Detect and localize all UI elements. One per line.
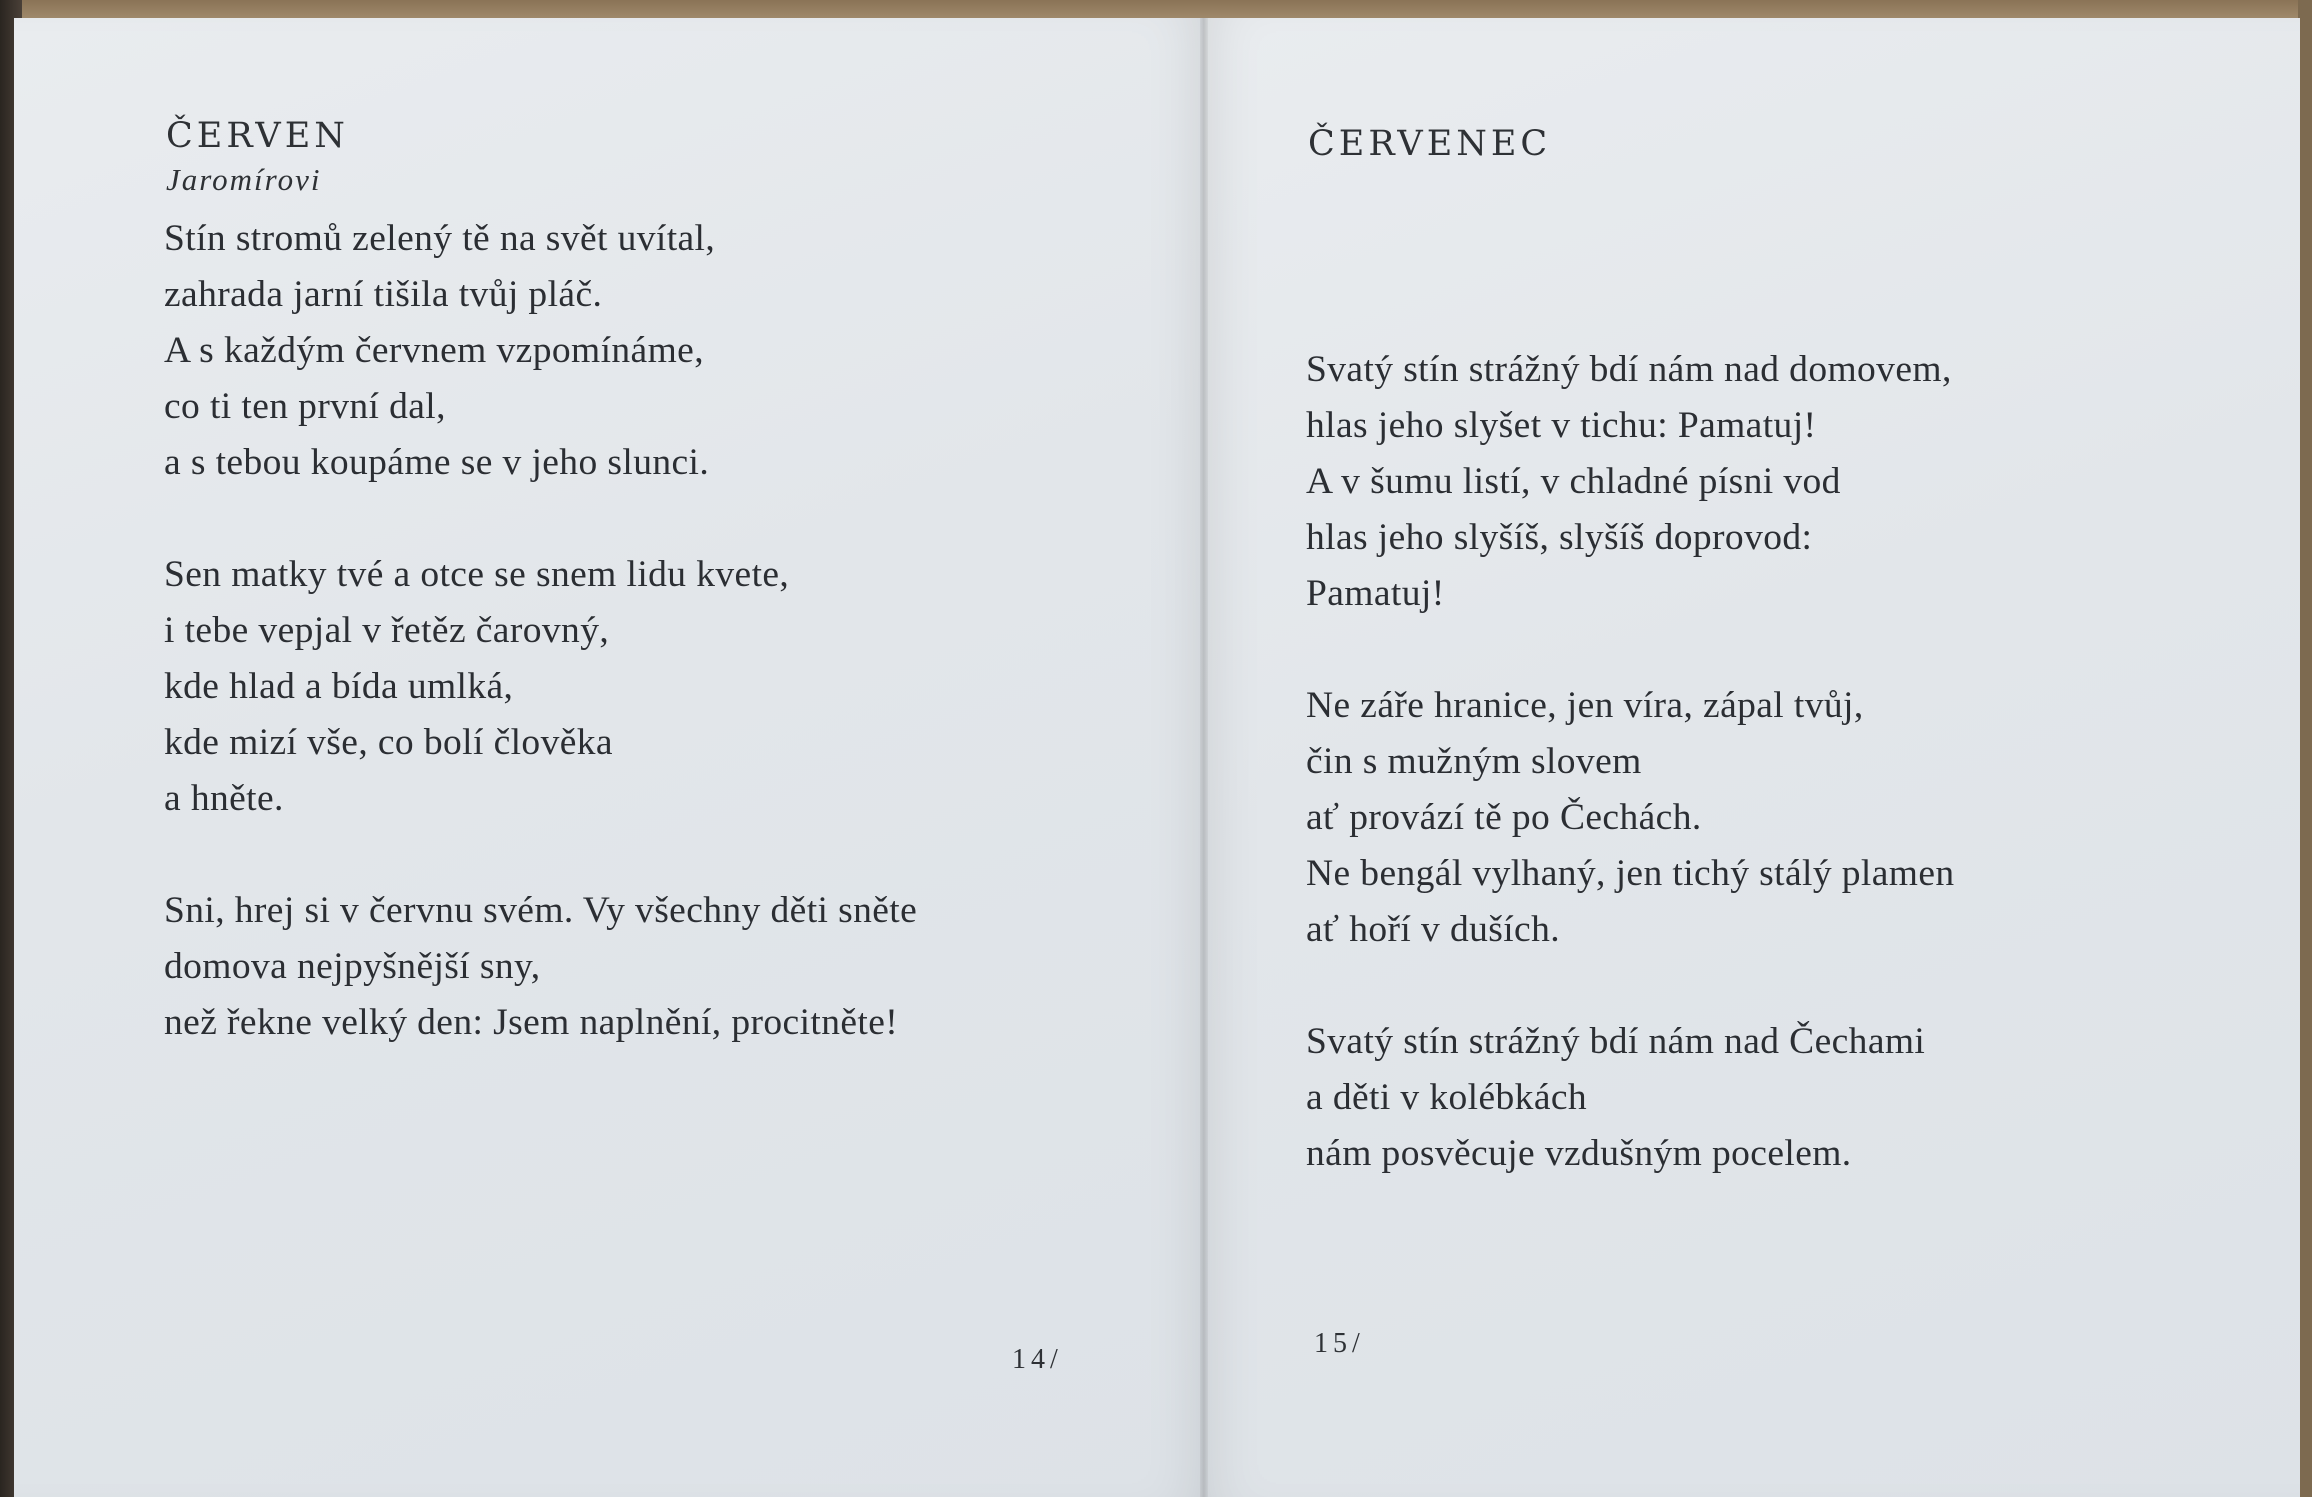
poem-line: Svatý stín strážný bdí nám nad domovem, bbox=[1306, 349, 1952, 390]
poem-line: Stín stromů zelený tě na svět uvítal, bbox=[164, 218, 716, 259]
poem-line: Pamatuj! bbox=[1306, 573, 1445, 614]
page-number: 14/ bbox=[1012, 1344, 1063, 1375]
poem-line: ať provází tě po Čechách. bbox=[1306, 797, 1702, 838]
poem-line: A v šumu listí, v chladné písni vod bbox=[1306, 461, 1841, 502]
poem-line: hlas jeho slyšíš, slyšíš doprovod: bbox=[1306, 517, 1813, 558]
poem-line: Sni, hrej si v červnu svém. Vy všechny děti sněte bbox=[164, 890, 918, 931]
poem-title: ČERVENEC bbox=[1308, 124, 1552, 164]
poem-dedication: Jaromírovi bbox=[166, 162, 322, 197]
poem-line: Sen matky tvé a otce se snem lidu kvete, bbox=[164, 554, 790, 595]
poem-body bbox=[1306, 342, 1955, 1182]
poem-line: ať hoří v duších. bbox=[1306, 909, 1561, 950]
stanza bbox=[1306, 678, 1955, 958]
poem-line: a hněte. bbox=[164, 778, 284, 819]
stanza bbox=[164, 883, 917, 1051]
background-surface-right bbox=[2298, 0, 2312, 1497]
page-number: 15/ bbox=[1314, 1328, 1365, 1359]
poem-line: a děti v kolébkách bbox=[1306, 1077, 1588, 1118]
poem-line: Ne záře hranice, jen víra, zápal tvůj, bbox=[1306, 685, 1864, 726]
poem-body bbox=[164, 211, 917, 1051]
poem-line: a s tebou koupáme se v jeho slunci. bbox=[164, 442, 710, 483]
poem-line: co ti ten první dal, bbox=[164, 386, 446, 427]
stanza bbox=[1306, 342, 1955, 622]
stanza bbox=[1306, 1014, 1955, 1182]
poem-line: domova nejpyšnější sny, bbox=[164, 946, 541, 987]
poem-line: Ne bengál vylhaný, jen tichý stálý plamen bbox=[1306, 853, 1955, 894]
right-page bbox=[1204, 18, 2300, 1497]
poem-line: zahrada jarní tišila tvůj pláč. bbox=[164, 274, 603, 315]
poem-line: A s každým červnem vzpomínáme, bbox=[164, 330, 704, 371]
poem-line: čin s mužným slovem bbox=[1306, 741, 1642, 782]
poem-line: i tebe vepjal v řetěz čarovný, bbox=[164, 610, 610, 651]
book-gutter bbox=[1200, 18, 1208, 1497]
poem-line: kde mizí vše, co bolí člověka bbox=[164, 722, 613, 763]
poem-line: nám posvěcuje vzdušným pocelem. bbox=[1306, 1133, 1852, 1174]
poem-line: než řekne velký den: Jsem naplnění, procitněte! bbox=[164, 1002, 899, 1043]
open-book bbox=[14, 18, 2300, 1497]
poem-line: hlas jeho slyšet v tichu: Pamatuj! bbox=[1306, 405, 1817, 446]
stanza bbox=[164, 547, 917, 827]
stanza bbox=[164, 211, 917, 491]
poem-line: Svatý stín strážný bdí nám nad Čechami bbox=[1306, 1021, 1926, 1062]
poem-line: kde hlad a bída umlká, bbox=[164, 666, 514, 707]
left-page bbox=[14, 18, 1204, 1497]
poem-title: ČERVEN bbox=[166, 116, 349, 156]
